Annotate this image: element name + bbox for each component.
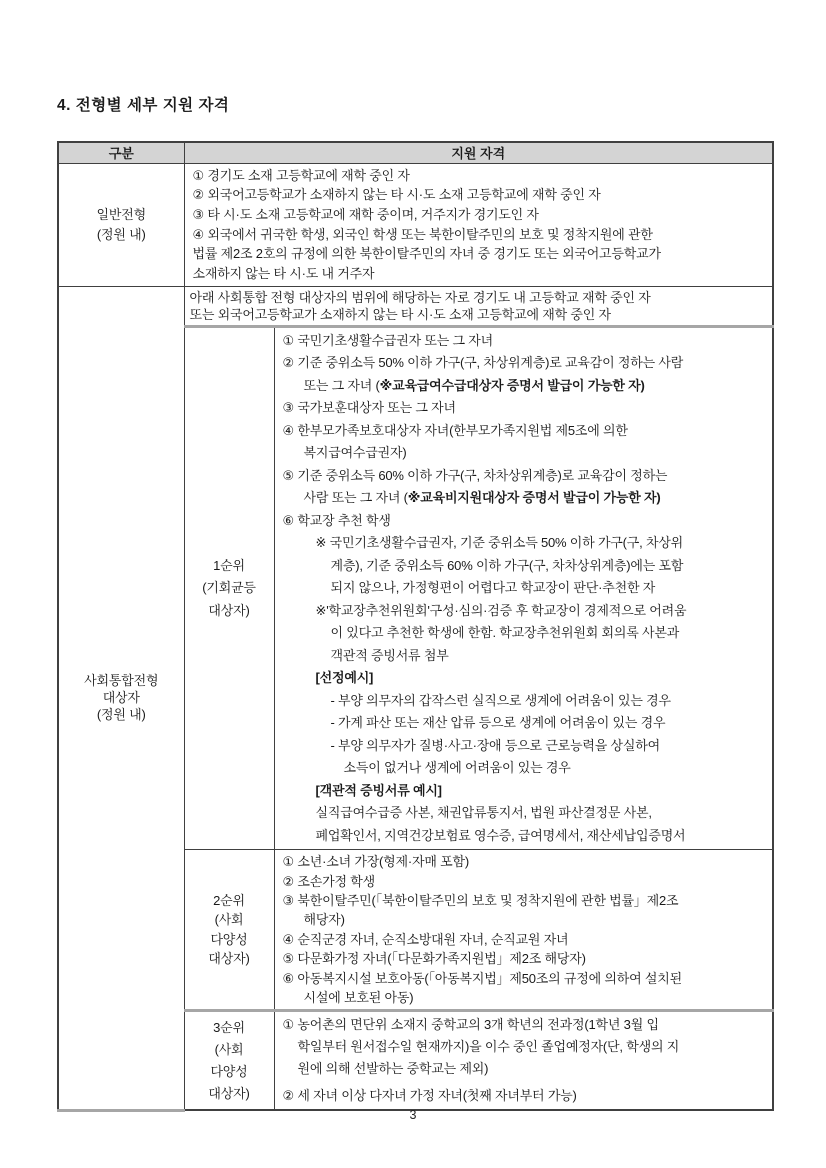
text-line: 아래 사회통합 전형 대상자의 범위에 해당하는 자로 경기도 내 고등학교 재학 중인 자 xyxy=(189,289,651,305)
text-line: 대상자 xyxy=(102,690,140,706)
text-line: ③ 북한이탈주민(「북한이탈주민의 보호 및 정착지원에 관한 법률」제2조 xyxy=(282,893,679,909)
rank-cell-3 xyxy=(184,1011,274,1111)
content-cell-rank3 xyxy=(274,1011,773,1111)
text-line: [선정예시] xyxy=(315,670,374,686)
category-cell-general xyxy=(58,163,184,286)
text-line: 3순위 xyxy=(213,1019,245,1035)
text-line: ④ 순직군경 자녀, 순직소방대원 자녀, 순직교원 자녀 xyxy=(282,931,569,947)
table-header-row xyxy=(58,142,773,163)
text-line: 대상자) xyxy=(208,1085,250,1101)
text-line: 사회통합전형 xyxy=(84,673,159,689)
text-line: ⑥ 아동복지시설 보호아동(「아동복지법」제50조의 규정에 의하여 설치된 xyxy=(282,970,682,986)
text-line: ② 세 자녀 이상 다자녀 가정 자녀(첫째 자녀부터 가능) xyxy=(282,1088,577,1104)
text-line: ② 외국어고등학교가 소재하지 않는 타 시·도 소재 고등학교에 재학 중인 자 xyxy=(192,187,601,203)
text-line: 폐업확인서, 지역건강보험료 영수증, 급여명세서, 재산세납입증명서 xyxy=(315,827,686,843)
text-line: 되지 않으나, 가정형편이 어렵다고 학교장이 판단·추천한 자 xyxy=(330,580,656,596)
page-title: 4. 전형별 세부 지원 자격 xyxy=(57,97,230,114)
table-row-social-intro xyxy=(58,286,773,326)
text-line: (사회 xyxy=(214,1041,244,1057)
text-line: ⑤ 다문화가정 자녀(「다문화가족지원법」제2조 해당자) xyxy=(282,951,586,967)
header-category: 구분 xyxy=(58,142,184,163)
text-line: ⑥ 학교장 추천 학생 xyxy=(282,512,391,528)
text-line: 또는 외국어고등학교가 소재하지 않는 타 시·도 소재 고등학교에 재학 중인 자 xyxy=(189,306,611,322)
text-line: ⑤ 기준 중위소득 60% 이하 가구(구, 차차상위계층)로 교육감이 정하는 xyxy=(282,467,668,483)
rank-cell-1 xyxy=(184,326,274,850)
text-line: - 부양 의무자의 갑작스런 실직으로 생계에 어려움이 있는 경우 xyxy=(330,692,671,708)
content-cell-social-intro xyxy=(184,286,773,326)
text-line: ④ 외국에서 귀국한 학생, 외국인 학생 또는 북한이탈주민의 보호 및 정착지원에 관한 xyxy=(192,226,653,242)
text-line: - 가계 파산 또는 재산 압류 등으로 생계에 어려움이 있는 경우 xyxy=(330,715,666,731)
text-line: (정원 내) xyxy=(96,226,146,242)
text-line: 대상자) xyxy=(208,602,250,618)
text-line: 이 있다고 추천한 학생에 한함. 학교장추천위원회 회의록 사본과 xyxy=(330,625,680,641)
text-line: 다양성 xyxy=(210,931,248,947)
text-line: ③ 타 시·도 소재 고등학교에 재학 중이며, 거주지가 경기도인 자 xyxy=(192,206,539,222)
text-line: (사회 xyxy=(214,912,244,928)
text-line: 사람 또는 그 자녀 (※교육비지원대상자 증명서 발급이 가능한 자) xyxy=(303,490,661,506)
content-cell-rank1 xyxy=(274,326,773,850)
qualification-table xyxy=(57,141,774,1112)
text-line: ① 소년·소녀 가장(형제·자매 포함) xyxy=(282,854,470,870)
text-line: 시설에 보호된 아동) xyxy=(303,990,414,1006)
text-line: 또는 그 자녀 (※교육급여수급대상자 증명서 발급이 가능한 자) xyxy=(303,377,645,393)
content-cell-general xyxy=(184,163,773,286)
text-line: ※ 국민기초생활수급권자, 기준 중위소득 50% 이하 가구(구, 차상위 xyxy=(315,535,684,551)
text-line: 복지급여수급권자) xyxy=(303,445,407,461)
text-line: - 부양 의무자가 질병·사고·장애 등으로 근로능력을 상실하여 xyxy=(330,737,660,753)
text-line: 다양성 xyxy=(210,1063,248,1079)
text-line: (정원 내) xyxy=(96,707,146,723)
text-line: ① 국민기초생활수급권자 또는 그 자녀 xyxy=(282,332,493,348)
text-line: ※'학교장추천위원회'구성·심의·검증 후 학교장이 경제적으로 어려움 xyxy=(315,602,687,618)
text-line: 학일부터 원서접수일 현재까지)을 이수 중인 졸업예정자(단, 학생의 지 xyxy=(297,1039,680,1055)
text-line: 2순위 xyxy=(213,893,245,909)
text-line: ④ 한부모가족보호대상자 자녀(한부모가족지원법 제5조에 의한 xyxy=(282,422,628,438)
text-line: 대상자) xyxy=(208,951,250,967)
text-line: ① 농어촌의 면단위 소재지 중학교의 3개 학년의 전과정(1학년 3월 입 xyxy=(282,1017,659,1033)
text-line: [객관적 증빙서류 예시] xyxy=(315,782,442,798)
content-cell-rank2 xyxy=(274,850,773,1011)
rank-cell-2 xyxy=(184,850,274,1011)
text-line: (기회균등 xyxy=(202,580,256,596)
text-line: ① 경기도 소재 고등학교에 재학 중인 자 xyxy=(192,167,410,183)
text-line: 일반전형 xyxy=(96,206,146,222)
text-line: 1순위 xyxy=(213,557,245,573)
text-line: 법률 제2조 2호의 규정에 의한 북한이탈주민의 자녀 중 경기도 또는 외국어고등학교가 xyxy=(192,246,661,262)
table-row-general xyxy=(58,163,773,286)
text-line: 실직급여수급증 사본, 채권압류통지서, 법원 파산결정문 사본, xyxy=(315,805,652,821)
text-line: 소득이 없거나 생계에 어려움이 있는 경우 xyxy=(343,760,571,776)
text-line: ③ 국가보훈대상자 또는 그 자녀 xyxy=(282,400,456,416)
text-line: 객관적 증빙서류 첨부 xyxy=(330,647,449,663)
text-line: 소재하지 않는 타 시·도 내 거주자 xyxy=(192,266,375,282)
header-qualification: 지원 자격 xyxy=(184,142,773,163)
text-line: ② 조손가정 학생 xyxy=(282,873,375,889)
text-line: 계층), 기준 중위소득 60% 이하 가구(구, 차차상위계층)에는 포함 xyxy=(330,557,684,573)
text-line: 해당자) xyxy=(303,912,345,928)
category-cell-social xyxy=(58,286,184,1110)
page-number: 3 xyxy=(409,1108,417,1122)
text-line: ② 기준 중위소득 50% 이하 가구(구, 차상위계층)로 교육감이 정하는 사람 xyxy=(282,355,684,371)
text-line: 원에 의해 선발하는 중학교는 제외) xyxy=(297,1061,489,1077)
